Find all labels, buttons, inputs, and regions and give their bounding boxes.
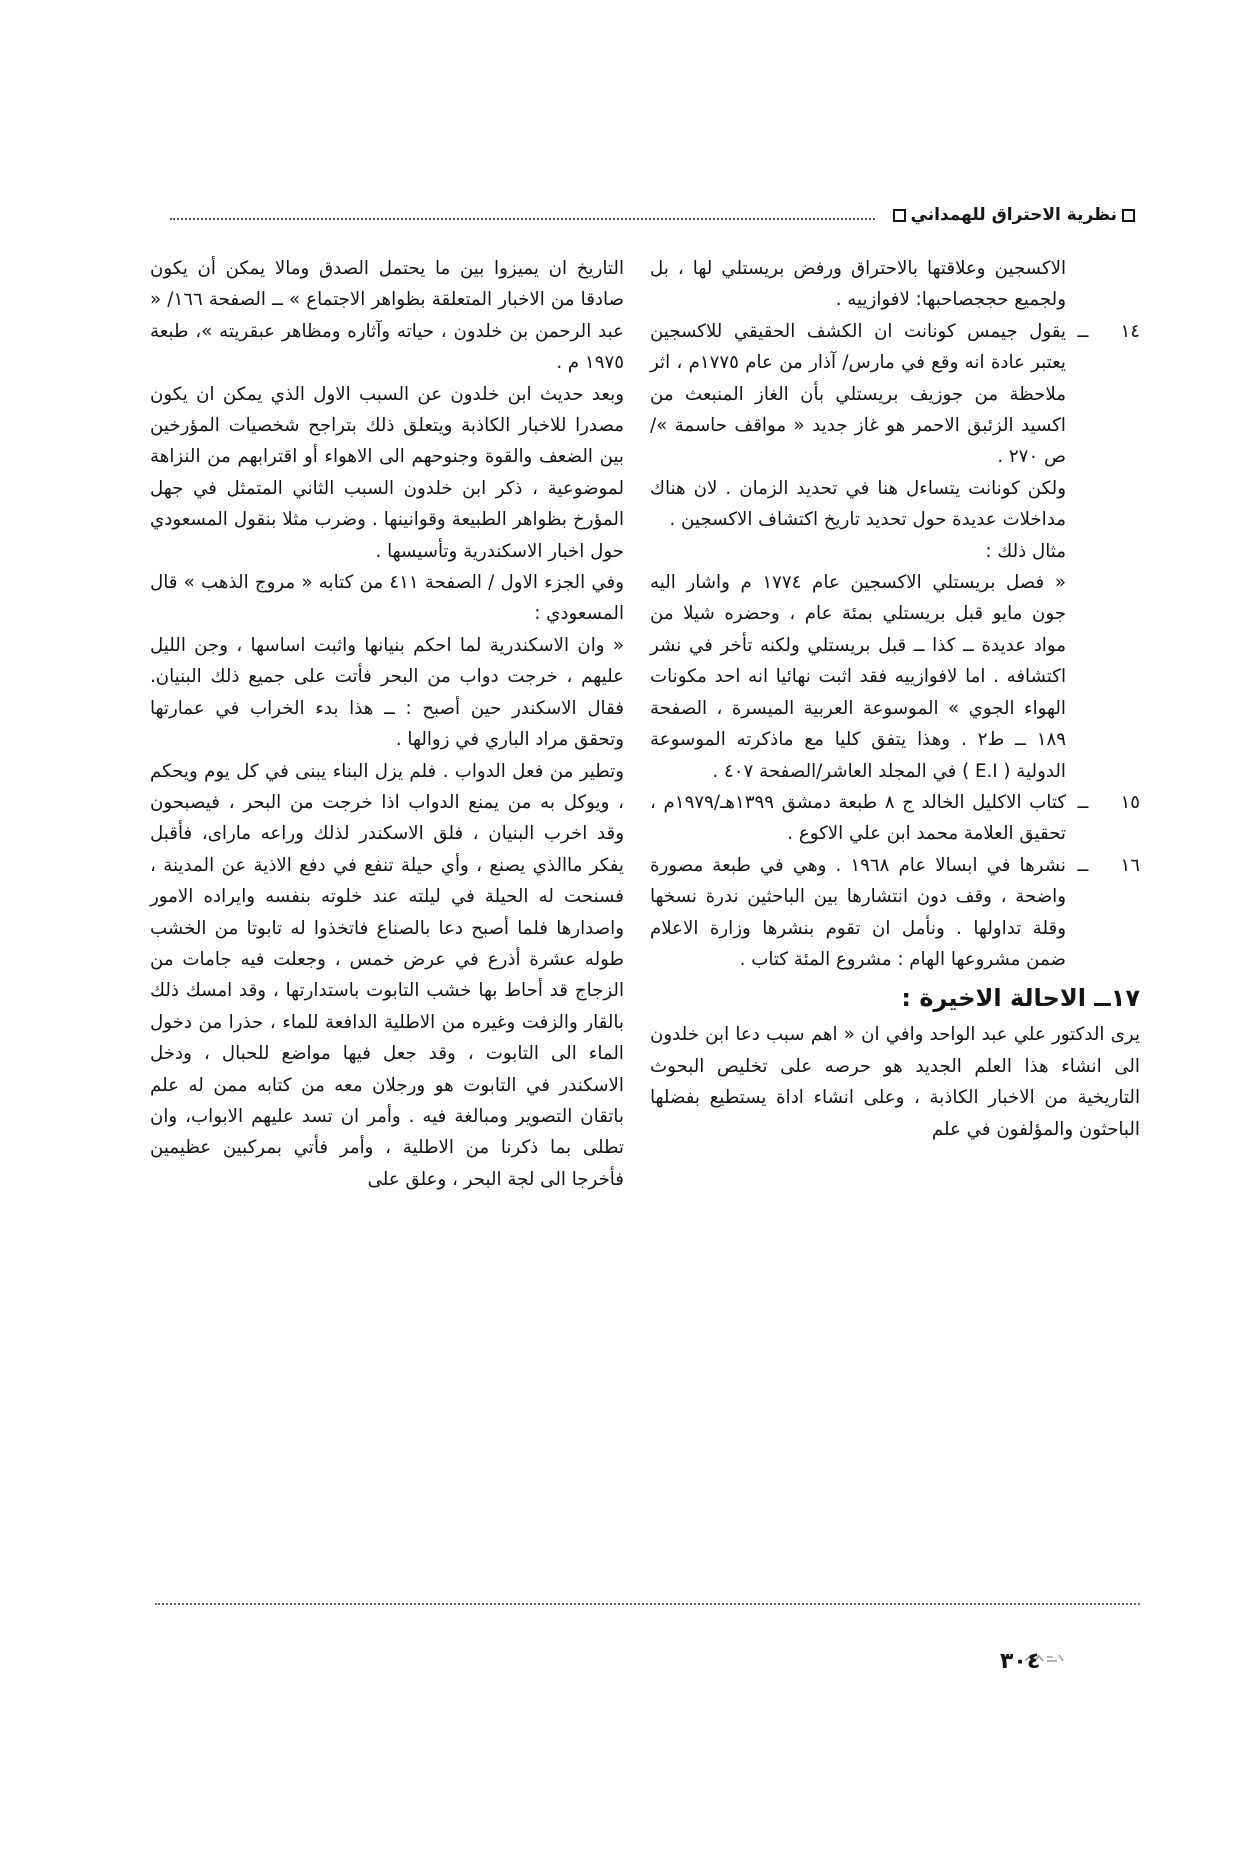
section-paragraph: يرى الدكتور علي عبد الواحد وافي ان « اهم سبب دعا ابن خلدون الى انشاء هذا العلم الجديد هو حرصه على تخليص البحوث التاريخية من الاخبار الكاذبة ، وعلى انشاء اداة يستطيع بفضلها الباحثون والمؤلفون في علم <box>650 1024 1140 1140</box>
section-heading: ١٧ــ الاحالة الاخيرة : <box>901 984 1140 1013</box>
footnote-dash: ــ <box>1077 854 1089 876</box>
note-continuation: الاكسجين وعلاقتها بالاحتراق ورفض بريستلي لها ، بل ولجميع حججصاحبها: لافوازييه . <box>650 258 1066 311</box>
footnote-paragraph: « فصل بريستلي الاكسجين عام ١٧٧٤ م واشار اليه جون مايو قبل بريستلي بمئة عام ، وحضره شيلا من مواد عديدة ــ كذا ــ قبل بريستلي ولكنه تأخر في نشر اكتشافه . اما لافوازييه فقد اثبت نهائيا انه احد مكونات الهواء الجوي » الموسوعة العربية الميسرة ، الصفحة ١٨٩ ــ ط٢ . وهذا يتفق كليا مع ماذكرته الموسوعة الدولية ( E.I ) في المجلد العاشر/الصفحة ٤٠٧ . <box>650 572 1067 782</box>
square-bullet-icon <box>1122 209 1135 222</box>
footnote-body <box>650 787 1066 850</box>
header-title: نظرية الاحتراق للهمداني <box>910 205 1117 225</box>
body-paragraph: وتطير من فعل الدواب . فلم يزل البناء يبنى في كل يوم ويحكم ، ويوكل به من يمنع الدواب اذا خرجت من البحر ، فيصبحون وقد اخرب البنيان ، فلق الاسكندر لذلك وراعه ماراى، فأقبل يفكر ماالذي يصنع ، وأي حيلة تنفع في دفع الاذية عن المدينة ، فسنحت له الحيلة في ليلته عند خلوته بنفسه وايراده الامور واصدارها فلما أصبح دعا بالصناع فاتخذوا له تابوتا من الخشب طوله عشرة أذرع في عرض خمس ، وجعلت فيه جامات من الزجاج قد أحاط بها خشب التابوت باستدارتها ، وقد امسك ذلك بالقار والزفت وغيره من الاطلية الدافعة للماء ، حذرا من دخول الماء الى التابوت ، وقد جعل فيها مواضع للحبال ، ودخل الاسكندر في التابوت هو ورجلان معه من كتابه ممن له علم باتقان التصوير ومبالغة فيه . وأمر ان تسد عليهم الابواب، وان تطلى بما ذكرنا من الاطلية ، وأمر فأتي بمركبين عظيمين فأخرجا الى لجة البحر ، وعلق على <box>150 760 624 1190</box>
body-paragraph: التاريخ ان يميزوا بين ما يحتمل الصدق ومالا يمكن أن يكون صادقا من الاخبار المتعلقة بظواهر الاجتماع » ــ الصفحة ١٦٦/ « عبد الرحمن بن خلدون ، حياته وآثاره ومظاهر عبقريته »، طبعة ١٩٧٥ م . <box>150 258 624 374</box>
square-bullet-icon <box>893 209 906 222</box>
footer-dotted-rule <box>155 1603 1140 1605</box>
body-paragraph: وبعد حديث ابن خلدون عن السبب الاول الذي يمكن ان يكون مصدرا للاخبار الكاذبة ويتعلق ذلك بتراجح شخصيات المؤرخين بين الضعف والقوة وجنوحهم الى الاهواء أو اقترابهم من النزاهة لموضوعية ، ذكر ابن خلدون السبب الثاني المتمثل في جهل المؤرخ بظواهر الطبيعة وقوانينها . وضرب مثلا بنقول المسعودي حول اخبار الاسكندرية وتأسيسها . <box>150 383 624 562</box>
footnote-paragraph: ولكن كونانت يتساءل هنا في تحديد الزمان . لان هناك مداخلات عديدة حول تحديد تاريخ اكتشاف الاكسجين . <box>650 477 1066 531</box>
header-title-group <box>888 205 1141 225</box>
footnote-15 <box>650 787 1140 850</box>
header-dotted-rule <box>170 218 875 220</box>
footnote-paragraph: يقول جيمس كونانت ان الكشف الحقيقي للاكسجين يعتبر عادة انه وقع في مارس/ آذار من عام ١٧٧٥م ، اثر ملاحظة من جوزيف بريستلي بأن الغاز المنبعث من اكسيد الزئبق الاحمر هو غاز جديد « مواقف حاسمة »/ص ٢٧٠ . <box>650 320 1066 468</box>
footnote-dash: ــ <box>1077 791 1089 813</box>
body-paragraph: وفي الجزء الاول / الصفحة ٤١١ من كتابه « مروج الذهب » قال المسعودي : <box>150 572 625 625</box>
footnote-dash: ــ <box>1077 320 1089 342</box>
footnote-paragraph: كتاب الاكليل الخالد ج ٨ طبعة دمشق ١٣٩٩هـ/١٩٧٩م ، تحقيق العلامة محمد ابن علي الاكوع . <box>650 791 1066 845</box>
right-column <box>650 253 1140 1145</box>
footnote-body <box>650 316 1066 787</box>
footnote-number: ١٦ <box>1120 854 1140 876</box>
footnote-body <box>650 850 1066 976</box>
body-paragraph: « وان الاسكندرية لما احكم بنيانها واثبت اساسها ، وجن الليل عليهم ، خرجت دواب من البحر فأتت على جميع ذلك البنيان. فقال الاسكندر حين أصبح : ــ هذا بدء الخراب في عمارتها وتحقق مراد الباري في زوالها . <box>150 634 624 751</box>
left-column <box>150 253 624 1195</box>
running-header <box>170 205 1140 237</box>
footnote-number: ١٥ <box>1120 791 1140 813</box>
footnote-16 <box>650 850 1140 976</box>
footnote-number: ١٤ <box>1120 320 1140 342</box>
footnote-paragraph: مثال ذلك : <box>985 540 1066 562</box>
footnote-paragraph: نشرها في ابسالا عام ١٩٦٨ . وهي في طبعة مصورة واضحة ، وقف دون انتشارها بين الباحثين ندرة نسخها وقلة تداولها . ونأمل ان تقوم بنشرها وزارة الاعلام ضمن مشروعها الهام : مشروع المئة كتاب . <box>650 854 1066 970</box>
page-number: ٣٠٤ <box>1000 1649 1041 1674</box>
footnote-14 <box>650 316 1140 787</box>
